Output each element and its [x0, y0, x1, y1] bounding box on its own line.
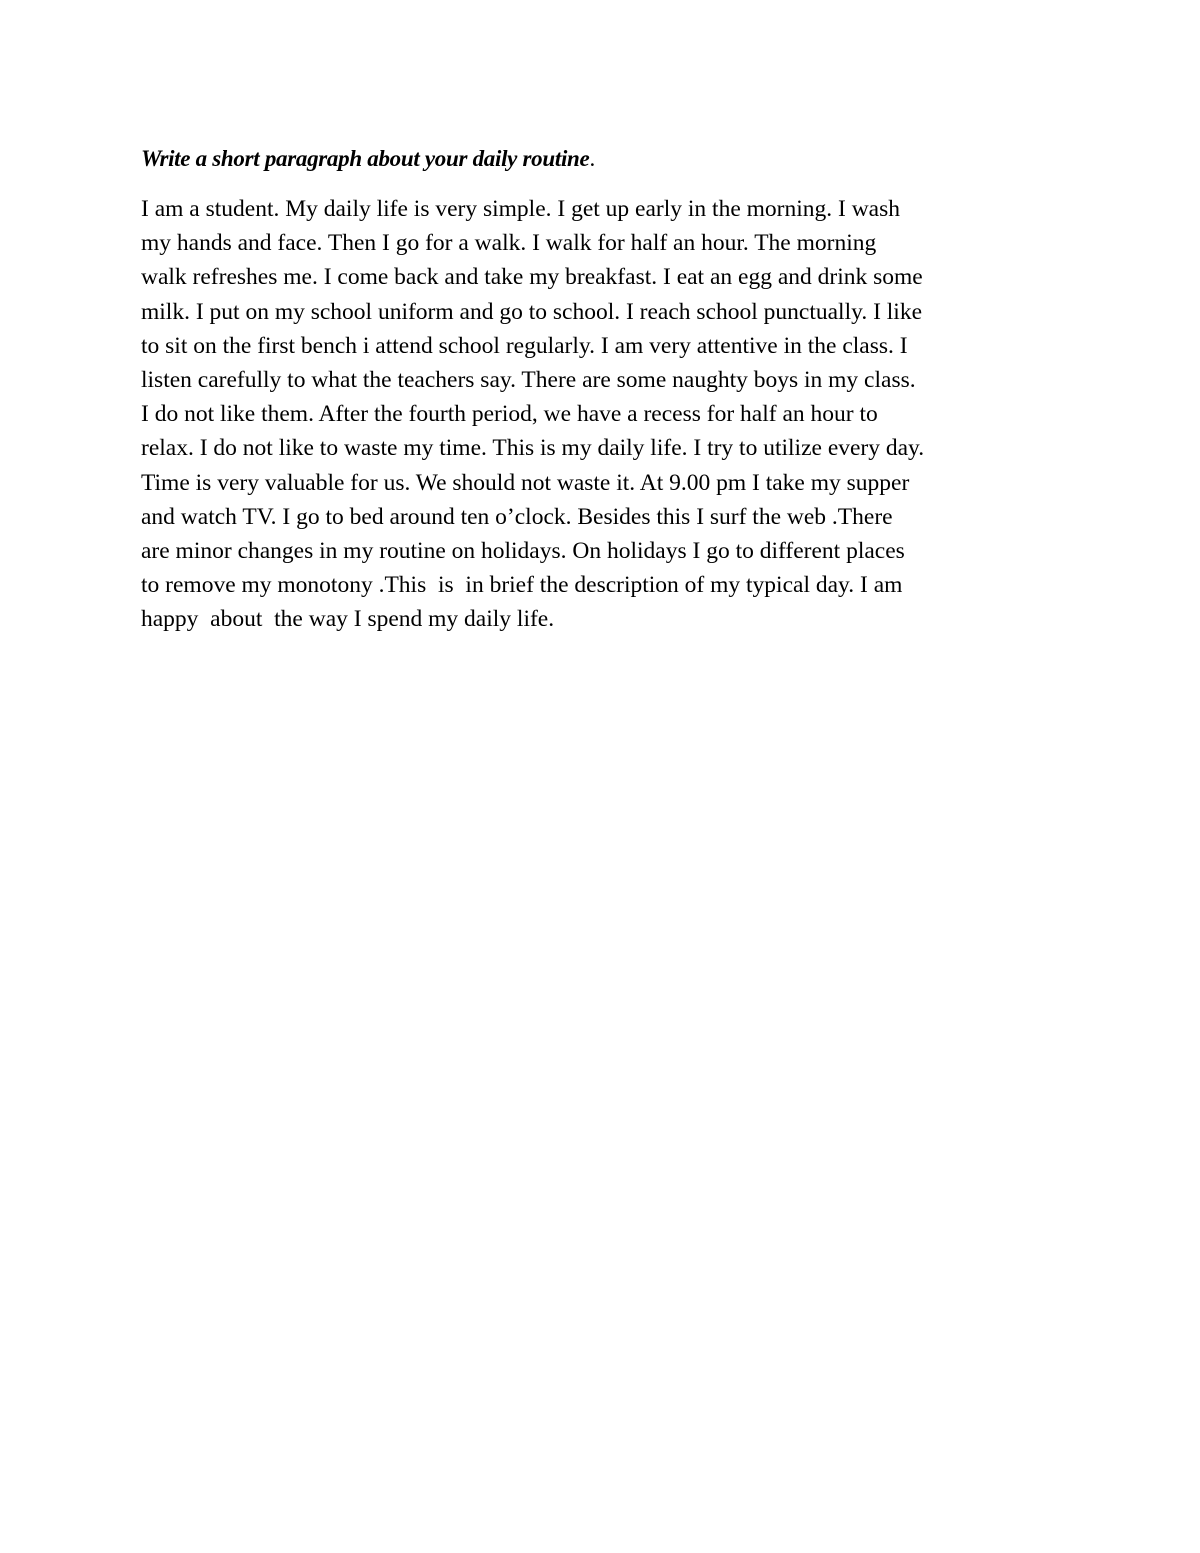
- paragraph-line: are minor changes in my routine on holidays. On holidays I go to different places: [141, 538, 905, 565]
- paragraph-line: milk. I put on my school uniform and go to school. I reach school punctually. I like: [141, 298, 923, 325]
- paragraph-line: to remove my monotony .This is in brief the description of my typical day. I am: [141, 572, 903, 599]
- paragraph-line: listen carefully to what the teachers say. There are some naughty boys in my class.: [141, 367, 916, 394]
- routine-paragraph: [141, 192, 1071, 637]
- prompt-heading-text: Write a short paragraph about your daily routine: [141, 146, 590, 171]
- paragraph-line: and watch TV. I go to bed around ten o’clock. Besides this I surf the web .There: [141, 503, 893, 530]
- paragraph-line: happy about the way I spend my daily life.: [141, 606, 555, 633]
- document-content: [141, 144, 1071, 637]
- paragraph-line: I am a student. My daily life is very simple. I get up early in the morning. I wash: [141, 196, 901, 222]
- paragraph-line: I do not like them. After the fourth period, we have a recess for half an hour to: [141, 401, 878, 428]
- prompt-heading: [141, 144, 1071, 174]
- paragraph-line: Time is very valuable for us. We should not waste it. At 9.00 pm I take my supper: [141, 469, 910, 496]
- prompt-heading-period: .: [589, 146, 595, 171]
- paragraph-line: relax. I do not like to waste my time. This is my daily life. I try to utilize every day.: [141, 435, 925, 462]
- paragraph-line: to sit on the first bench i attend school regularly. I am very attentive in the class. I: [141, 332, 908, 359]
- paragraph-line: walk refreshes me. I come back and take my breakfast. I eat an egg and drink some: [141, 264, 923, 291]
- paragraph-line: my hands and face. Then I go for a walk. I walk for half an hour. The morning: [141, 230, 877, 257]
